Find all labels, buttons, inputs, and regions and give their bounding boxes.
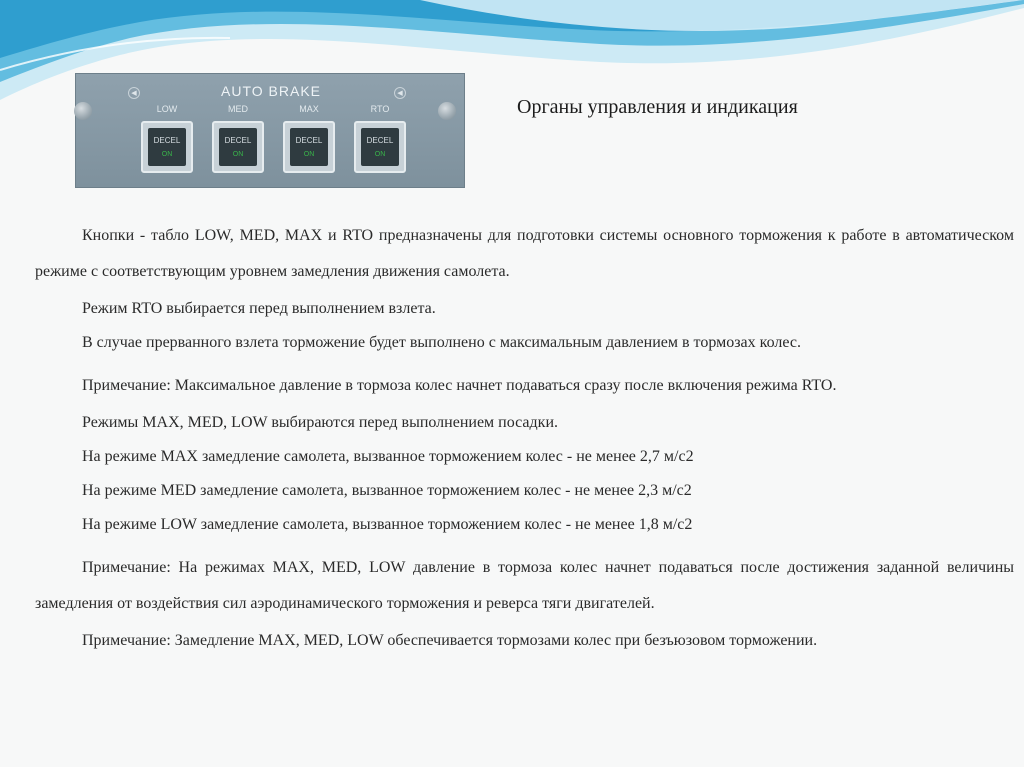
- button-label-med: MED: [228, 104, 248, 114]
- button-label-low: LOW: [156, 104, 178, 114]
- on-text: ON: [161, 151, 173, 158]
- panel-screw-left: [74, 102, 92, 120]
- paragraph-low-decel: На режиме LOW замедление самолета, вызванное торможением колес - не менее 1,8 м/с2: [82, 516, 693, 533]
- button-label-rto: RTO: [370, 104, 390, 114]
- paragraph-rto-mode: Режим RTO выбирается перед выполнением взлета.: [82, 300, 436, 317]
- on-text: ON: [374, 151, 386, 158]
- panel-title: AUTO BRAKE: [221, 83, 321, 99]
- paragraph-note-rto: Примечание: Максимальное давление в тормоза колес начнет подаваться сразу после включения режима RTO.: [82, 377, 837, 394]
- paragraph-med-decel: На режиме MED замедление самолета, вызванное торможением колес - не менее 2,3 м/с2: [82, 482, 692, 499]
- button-label-max: MAX: [299, 104, 319, 114]
- decel-button-med: [212, 121, 264, 173]
- decel-text: DECEL: [295, 136, 323, 145]
- decel-button-max: [283, 121, 335, 173]
- decel-text: DECEL: [224, 136, 252, 145]
- slide-body: [35, 218, 1014, 666]
- on-text: ON: [232, 151, 244, 158]
- decel-text: DECEL: [153, 136, 181, 145]
- decel-button-rto: [354, 121, 406, 173]
- on-text: ON: [303, 151, 315, 158]
- paragraph-buttons-purpose: Кнопки - табло LOW, MED, MAX и RTO предназначены для подготовки системы основного торможения к работе в автоматическом режиме с соответствующим уровнем замедления движения самолета.: [35, 227, 1014, 280]
- auto-brake-panel-image: [75, 73, 465, 188]
- panel-light-icon-left: ◀: [128, 87, 140, 99]
- decel-button-low: [141, 121, 193, 173]
- decel-text: DECEL: [366, 136, 394, 145]
- paragraph-max-decel: На режиме MAX замедление самолета, вызванное торможением колес - не менее 2,7 м/с2: [82, 448, 694, 465]
- paragraph-landing-modes: Режимы MAX, MED, LOW выбираются перед выполнением посадки.: [82, 414, 558, 431]
- paragraph-note-landing: Примечание: На режимах MAX, MED, LOW давление в тормоза колес начнет подаваться после достижения заданной величины замедления от воздействия сил аэродинамического торможения и реверса тяги двигателей.: [35, 559, 1014, 612]
- panel-screw-right: [438, 102, 456, 120]
- slide-title: Органы управления и индикация: [517, 96, 798, 118]
- paragraph-note-antiskid: Примечание: Замедление MAX, MED, LOW обеспечивается тормозами колес при безъюзовом торможении.: [82, 632, 818, 649]
- panel-light-icon-right: ◀: [394, 87, 406, 99]
- paragraph-rejected-takeoff: В случае прерванного взлета торможение будет выполнено с максимальным давлением в тормозах колес.: [82, 334, 801, 351]
